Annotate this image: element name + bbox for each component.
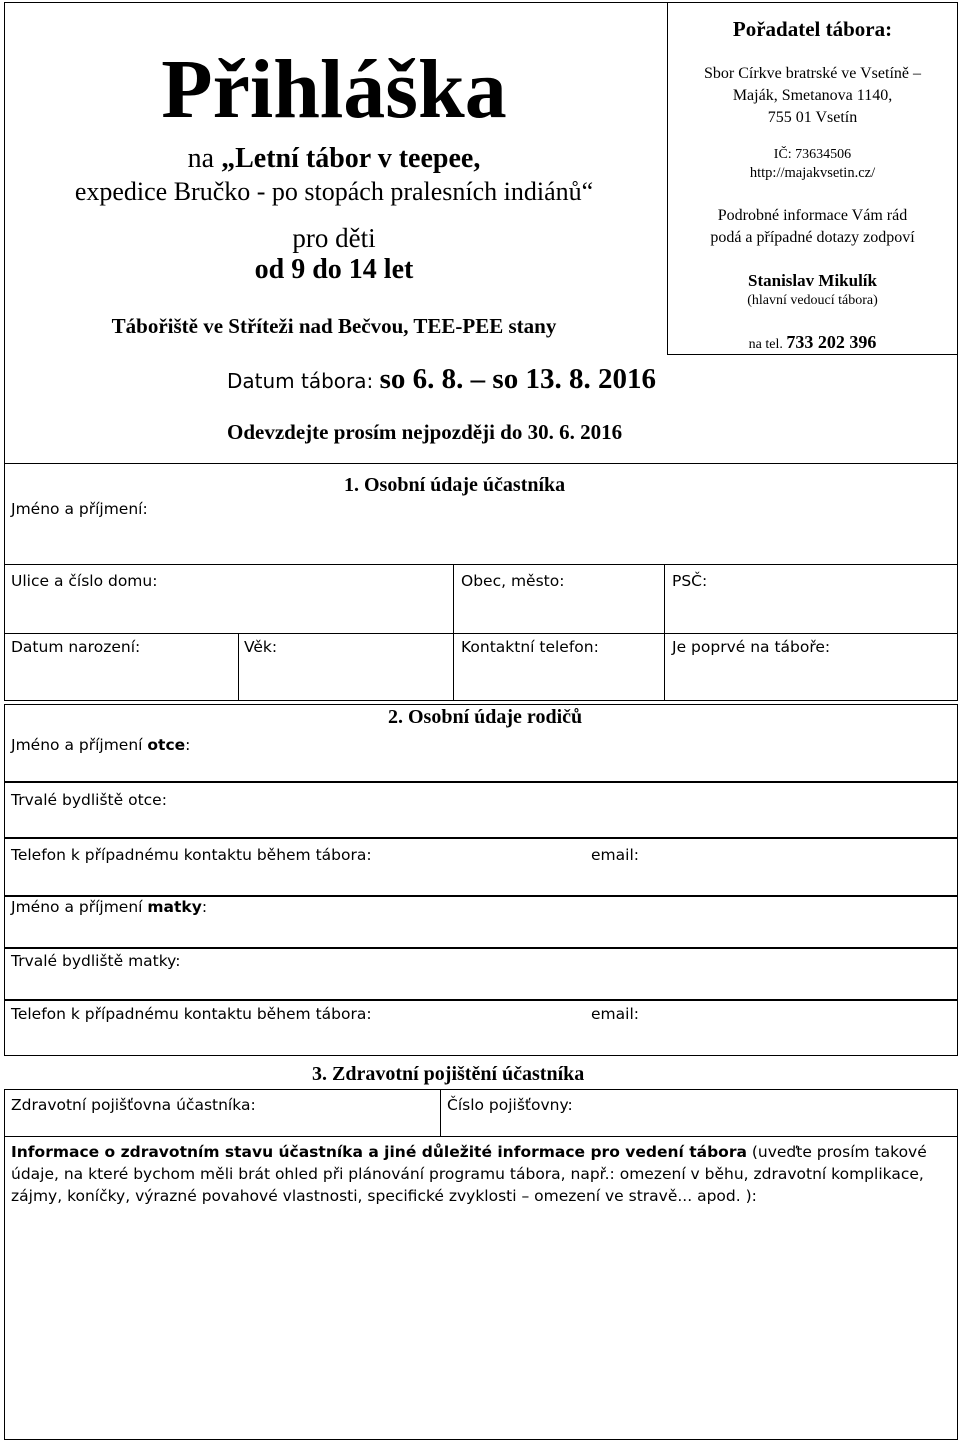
- father-word: otce: [147, 736, 186, 754]
- organizer-ic: IČ: 73634506: [773, 147, 852, 162]
- city-label: Obec, město:: [461, 572, 565, 590]
- age-range: od 9 do 14 let: [254, 254, 414, 285]
- organizer-line3: 755 01 Vsetín: [767, 109, 858, 126]
- section2-heading: 2. Osobní údaje rodičů: [388, 706, 583, 728]
- birth-divider-2: [453, 633, 454, 701]
- contact-name: Stanislav Mikulík: [748, 271, 877, 290]
- camp-date: [227, 360, 656, 403]
- expedition-name: expedice Bručko - po stopách pralesních indiánů“: [74, 177, 594, 206]
- father-email-label: email:: [591, 846, 639, 864]
- date-label: Datum tábora:: [227, 369, 380, 393]
- form-title: Přihláška: [161, 43, 507, 136]
- zip-label: PSČ:: [672, 572, 708, 590]
- mother-phone-label: Telefon k případnému kontaktu během tábora:: [11, 1005, 372, 1023]
- father-phone-label: Telefon k případnému kontaktu během tábora:: [11, 846, 372, 864]
- health-info-text: [11, 1141, 951, 1207]
- organizer-heading: Pořadatel tábora:: [732, 17, 893, 41]
- phone-number: 733 202 396: [786, 332, 877, 352]
- info-line2: podá a případné dotazy zodpoví: [710, 229, 915, 246]
- health-info-rest: (uveďte prosím takové údaje, na které bychom měli brát ohled při plánování programu tábora, např.: omezení v běhu, zdravotní komplikace, zájmy, koníčky, výrazné povahové vlastnosti, specifické zvyklosti – omezení ve stravě... apod. ):: [11, 1143, 927, 1205]
- organizer-line2: Maják, Smetanova 1140,: [732, 87, 893, 104]
- mother-word: matky: [147, 898, 202, 916]
- deadline: Odevzdejte prosím nejpozději do 30. 6. 2016: [227, 420, 623, 444]
- contact-role: (hlavní vedoucí tábora): [747, 293, 878, 308]
- birth-divider-3: [664, 633, 665, 701]
- father-residence-label: Trvalé bydliště otce:: [11, 791, 167, 809]
- phone-label: na tel.: [748, 337, 787, 352]
- info-line1: Podrobné informace Vám rád: [717, 207, 908, 224]
- section3-heading: 3. Zdravotní pojištění účastníka: [312, 1063, 585, 1085]
- mother-email-label: email:: [591, 1005, 639, 1023]
- birth-divider-1: [238, 633, 239, 701]
- organizer-line1: Sbor Církve bratrské ve Vsetíně –: [704, 65, 921, 82]
- camp-name: „Letní tábor v teepee,: [221, 143, 481, 174]
- street-label: Ulice a číslo domu:: [11, 572, 158, 590]
- father-name-label: Jméno a příjmení otce:: [11, 736, 191, 754]
- contact-phone-label: Kontaktní telefon:: [461, 638, 599, 656]
- birth-date-label: Datum narození:: [11, 638, 141, 656]
- health-info-bold: Informace o zdravotním stavu účastníka a jiné důležité informace pro vedení tábora: [11, 1143, 747, 1161]
- camp-name-line: [14, 142, 654, 176]
- insurer-label[interactable]: Zdravotní pojišťovna účastníka:: [11, 1096, 256, 1114]
- mother-name-prefix: Jméno a příjmení: [11, 898, 148, 916]
- contact-phone: [667, 330, 958, 357]
- organizer-web[interactable]: http://majakvsetin.cz/: [749, 165, 876, 181]
- subtitle-prefix: na: [187, 143, 222, 174]
- age-label: Věk:: [244, 638, 278, 656]
- participant-name-label: Jméno a příjmení:: [11, 500, 148, 518]
- date-value: so 6. 8. – so 13. 8. 2016: [379, 363, 656, 395]
- mother-name-label: Jméno a příjmení matky:: [11, 898, 208, 916]
- mother-residence-label: Trvalé bydliště matky:: [11, 952, 181, 970]
- address-divider-1: [453, 564, 454, 634]
- insurance-divider: [440, 1089, 441, 1137]
- for-children: pro děti: [292, 223, 376, 253]
- insurance-number-label[interactable]: Číslo pojišťovny:: [447, 1096, 573, 1114]
- father-name-prefix: Jméno a příjmení: [11, 736, 148, 754]
- campsite: Tábořiště ve Stříteži nad Bečvou, TEE-PEE stany: [111, 314, 557, 338]
- section1-heading: 1. Osobní údaje účastníka: [344, 474, 566, 496]
- address-divider-2: [664, 564, 665, 634]
- first-time-label: Je poprvé na táboře:: [672, 638, 831, 656]
